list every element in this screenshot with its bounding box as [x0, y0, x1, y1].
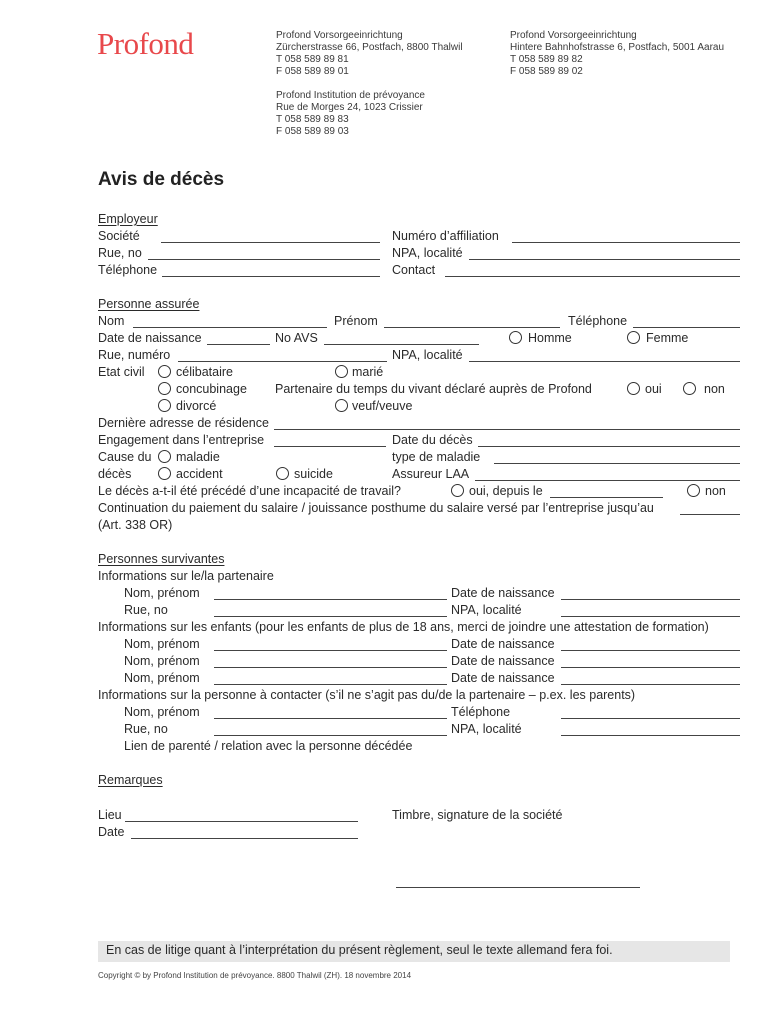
- insured-rue-label: Rue, numéro: [98, 348, 171, 362]
- employer-telephone-field[interactable]: [162, 276, 380, 277]
- contact-info-label: Informations sur la personne à contacter (s’il ne s’agit pas du/de la partenaire – p.ex. les parents): [98, 688, 636, 702]
- employer-telephone-label: Téléphone: [98, 263, 158, 277]
- derniere-adresse-field[interactable]: [274, 429, 740, 430]
- lien-label: Lien de parenté / relation avec la personne décédée: [124, 739, 413, 753]
- etat-civil-label: Etat civil: [98, 365, 145, 379]
- femme-radio[interactable]: [627, 331, 640, 344]
- partner-nom-label: Nom, prénom: [124, 586, 200, 600]
- contact-rue-label: Rue, no: [124, 722, 168, 736]
- address-crissier: [276, 90, 425, 138]
- incapacite-non-radio[interactable]: [687, 484, 700, 497]
- marie-radio[interactable]: [335, 365, 348, 378]
- child1-naissance-label: Date de naissance: [451, 637, 555, 651]
- femme-label: Femme: [646, 331, 689, 345]
- partner-naissance-label: Date de naissance: [451, 586, 555, 600]
- partner-rue-label: Rue, no: [124, 603, 168, 617]
- prenom-label: Prénom: [334, 314, 378, 328]
- partenaire-oui-label: oui: [645, 382, 662, 396]
- address-line: F 058 589 89 03: [276, 126, 349, 137]
- affiliation-label: Numéro d’affiliation: [392, 229, 499, 243]
- maladie-label: maladie: [176, 450, 220, 464]
- partner-npa-field[interactable]: [561, 616, 740, 617]
- child3-naissance-field[interactable]: [561, 684, 740, 685]
- address-line: F 058 589 89 01: [276, 66, 349, 77]
- children-info-label: Informations sur les enfants (pour les enfants de plus de 18 ans, merci de joindre une attestation de formation): [98, 620, 709, 634]
- date-label: Date: [98, 825, 125, 839]
- contact-npa-label: NPA, localité: [451, 722, 522, 736]
- nom-label: Nom: [98, 314, 125, 328]
- maladie-radio[interactable]: [158, 450, 171, 463]
- art-label: (Art. 338 OR): [98, 518, 173, 532]
- contact-label: Contact: [392, 263, 436, 277]
- contact-npa-field[interactable]: [561, 735, 740, 736]
- partner-info-label: Informations sur le/la partenaire: [98, 569, 274, 583]
- suicide-label: suicide: [294, 467, 333, 481]
- date-deces-label: Date du décès: [392, 433, 473, 447]
- insured-rue-field[interactable]: [178, 361, 387, 362]
- partner-npa-label: NPA, localité: [451, 603, 522, 617]
- nom-field[interactable]: [133, 327, 327, 328]
- contact-rue-field[interactable]: [214, 735, 447, 736]
- child2-nom-label: Nom, prénom: [124, 654, 200, 668]
- child2-naissance-label: Date de naissance: [451, 654, 555, 668]
- avs-field[interactable]: [324, 344, 479, 345]
- partenaire-non-radio[interactable]: [683, 382, 696, 395]
- child1-nom-label: Nom, prénom: [124, 637, 200, 651]
- employer-rue-field[interactable]: [148, 259, 380, 260]
- contact-nom-label: Nom, prénom: [124, 705, 200, 719]
- child3-nom-label: Nom, prénom: [124, 671, 200, 685]
- address-line: F 058 589 89 02: [510, 66, 583, 77]
- suicide-radio[interactable]: [276, 467, 289, 480]
- address-line: T 058 589 89 83: [276, 114, 349, 125]
- engagement-field[interactable]: [274, 446, 386, 447]
- type-maladie-field[interactable]: [494, 463, 740, 464]
- avs-label: No AVS: [275, 331, 318, 345]
- address-aarau: [510, 30, 724, 78]
- societe-label: Société: [98, 229, 140, 243]
- assureur-field[interactable]: [475, 480, 740, 481]
- profond-logo: Profond: [97, 26, 194, 61]
- celibataire-label: célibataire: [176, 365, 233, 379]
- veuf-label: veuf/veuve: [352, 399, 413, 413]
- lieu-label: Lieu: [98, 808, 122, 822]
- insured-heading: Personne assurée: [98, 297, 200, 311]
- partenaire-non-label: non: [704, 382, 725, 396]
- incapacite-oui-radio[interactable]: [451, 484, 464, 497]
- address-line: Zürcherstrasse 66, Postfach, 8800 Thalwil: [276, 42, 463, 53]
- address-line: Profond Institution de prévoyance: [276, 90, 425, 101]
- signature-line[interactable]: [396, 887, 640, 888]
- address-thalwil: [276, 30, 463, 78]
- contact-telephone-label: Téléphone: [451, 705, 511, 719]
- veuf-radio[interactable]: [335, 399, 348, 412]
- celibataire-radio[interactable]: [158, 365, 171, 378]
- incapacite-non-label: non: [705, 484, 726, 498]
- employer-heading: Employeur: [98, 212, 158, 226]
- address-line: Rue de Morges 24, 1023 Crissier: [276, 102, 423, 113]
- lieu-field[interactable]: [125, 821, 358, 822]
- oui-depuis-label: oui, depuis le: [469, 484, 543, 498]
- partenaire-oui-radio[interactable]: [627, 382, 640, 395]
- survivors-heading: Personnes survivantes: [98, 552, 225, 566]
- accident-radio[interactable]: [158, 467, 171, 480]
- homme-label: Homme: [528, 331, 572, 345]
- concubinage-label: concubinage: [176, 382, 247, 396]
- child3-nom-field[interactable]: [214, 684, 447, 685]
- partenaire-label: Partenaire du temps du vivant déclaré auprès de Profond: [275, 382, 592, 396]
- societe-field[interactable]: [161, 242, 380, 243]
- employer-npa-field[interactable]: [469, 259, 740, 260]
- child2-naissance-field[interactable]: [561, 667, 740, 668]
- insured-telephone-label: Téléphone: [568, 314, 628, 328]
- concubinage-radio[interactable]: [158, 382, 171, 395]
- footer-notice-bar: [98, 941, 730, 962]
- continuation-label: Continuation du paiement du salaire / jouissance posthume du salaire versé par l’entreprise jusqu’au: [98, 501, 654, 515]
- address-line: Profond Vorsorgeeinrichtung: [276, 30, 403, 41]
- employer-rue-label: Rue, no: [98, 246, 142, 260]
- address-line: Hintere Bahnhofstrasse 6, Postfach, 5001 Aarau: [510, 42, 725, 53]
- contact-telephone-field[interactable]: [561, 718, 740, 719]
- engagement-label: Engagement dans l’entreprise: [98, 433, 265, 447]
- deces-label: décès: [98, 467, 132, 481]
- oui-depuis-field[interactable]: [550, 497, 663, 498]
- child1-naissance-field[interactable]: [561, 650, 740, 651]
- address-line: T 058 589 89 81: [276, 54, 349, 65]
- child1-nom-field[interactable]: [214, 650, 447, 651]
- address-line: Profond Vorsorgeeinrichtung: [510, 30, 637, 41]
- divorce-label: divorcé: [176, 399, 217, 413]
- incapacite-label: Le décès a-t-il été précédé d’une incapacité de travail?: [98, 484, 401, 498]
- insured-npa-field[interactable]: [469, 361, 740, 362]
- partner-naissance-field[interactable]: [561, 599, 740, 600]
- naissance-field[interactable]: [207, 344, 270, 345]
- continuation-field[interactable]: [680, 514, 740, 515]
- insured-telephone-field[interactable]: [633, 327, 740, 328]
- affiliation-field[interactable]: [512, 242, 740, 243]
- marie-label: marié: [352, 365, 384, 379]
- contact-field[interactable]: [445, 276, 740, 277]
- employer-npa-label: NPA, localité: [392, 246, 463, 260]
- address-line: T 058 589 89 82: [510, 54, 583, 65]
- divorce-radio[interactable]: [158, 399, 171, 412]
- partner-nom-field[interactable]: [214, 599, 447, 600]
- homme-radio[interactable]: [509, 331, 522, 344]
- derniere-adresse-label: Dernière adresse de résidence: [98, 416, 269, 430]
- accident-label: accident: [176, 467, 223, 481]
- remarks-heading: Remarques: [98, 773, 163, 787]
- contact-nom-field[interactable]: [214, 718, 447, 719]
- date-field[interactable]: [131, 838, 358, 839]
- naissance-label: Date de naissance: [98, 331, 202, 345]
- child3-naissance-label: Date de naissance: [451, 671, 555, 685]
- timbre-label: Timbre, signature de la société: [392, 808, 563, 822]
- page-title: Avis de décès: [98, 169, 225, 190]
- child2-nom-field[interactable]: [214, 667, 447, 668]
- insured-npa-label: NPA, localité: [392, 348, 463, 362]
- footer-notice: En cas de litige quant à l’interprétation du présent règlement, seul le texte allemand fera foi.: [106, 943, 613, 957]
- partner-rue-field[interactable]: [214, 616, 447, 617]
- assureur-label: Assureur LAA: [392, 467, 470, 481]
- date-deces-field[interactable]: [478, 446, 740, 447]
- type-maladie-label: type de maladie: [392, 450, 481, 464]
- cause-label: Cause du: [98, 450, 152, 464]
- prenom-field[interactable]: [384, 327, 560, 328]
- copyright: Copyright © by Profond Institution de prévoyance. 8800 Thalwil (ZH). 18 novembre 2014: [98, 971, 412, 980]
